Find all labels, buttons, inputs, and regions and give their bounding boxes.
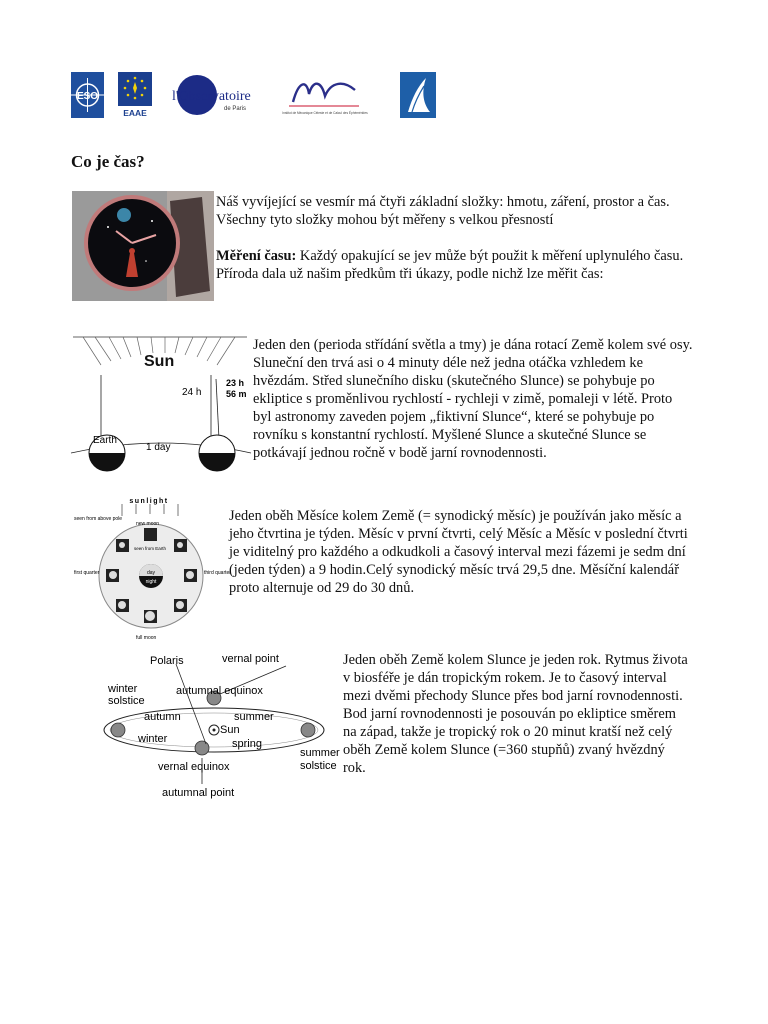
lunar-phase-diagram — [70, 494, 231, 642]
observatoire-logo-subtext: de Paris — [224, 106, 247, 112]
intro-paragraph-2-text: Každý opakující se jev může být použit k měření uplynulého času. Příroda dala už našim předkům tři úkazy, podle nichž lze měřit čas: — [216, 248, 684, 282]
year-vernal-equinox-label: vernal equinox — [158, 761, 230, 773]
watch-photo — [72, 191, 214, 301]
moon-night-label: night — [145, 579, 157, 585]
observatoire-logo-text: l'Observatoire — [172, 89, 251, 104]
year-summer-label: summer — [234, 711, 274, 723]
year-winter-solstice-label-2: solstice — [108, 695, 145, 707]
intro-paragraph-2 — [216, 247, 696, 283]
year-vernal-point-label: vernal point — [222, 653, 279, 665]
day-earth-label: Earth — [93, 435, 117, 446]
moon-seen-above-label: seen from above pole — [74, 516, 123, 522]
year-summer-solstice-label-2: solstice — [300, 760, 337, 772]
moon-newmoon-label: new moon — [136, 521, 160, 527]
year-sun-label: Sun — [220, 724, 240, 736]
year-summer-solstice-label-1: summer — [300, 747, 340, 759]
moon-sunlight-label: sunlight — [129, 498, 169, 505]
day-24h-label: 24 h — [182, 387, 202, 398]
wing-logo — [400, 72, 436, 118]
day-23h-label: 23 h — [226, 378, 245, 388]
moon-first-quarter-label: first quarter — [74, 570, 100, 576]
day-56m-label: 56 m — [226, 389, 247, 399]
eaae-logo-text: EAAE — [123, 108, 147, 118]
day-sun-label: Sun — [144, 353, 175, 370]
moon-seen-earth-label: seen from Earth — [134, 546, 167, 551]
eso-logo — [71, 72, 104, 118]
moon-day-label: day — [146, 570, 156, 576]
year-spring-label: spring — [232, 738, 262, 750]
year-paragraph: Jeden oběh Země kolem Slunce je jeden rok. Rytmus života v biosféře je dán tropickým rokem. Je to časový interval mezi dvěmi přechody Slunce přes bod jarní rovnodennosti. Bod jarní rovnodennosti je posouván po ekliptice směrem na západ, takže je tropický rok o 20 minut kratší než celý oběh Země kolem Slunce (=360 stupňů) zvaný hvězdný rok. — [343, 652, 688, 776]
year-polaris-label: Polaris — [150, 655, 184, 667]
intro-bold-lead: Měření času: — [216, 248, 297, 264]
page-title: Co je čas? — [71, 152, 145, 171]
moon-paragraph: Jeden oběh Měsíce kolem Země (= synodický měsíc) je používán jako měsíc a jeho čtvrtina je týden. Měsíc v první čtvrti, celý Měsíc a Měsíc v poslední čtvrti je viditelný pro každého a odkudkoli a časový interval mezi fázemi je sedm dní (jeden týden) a 9 hodin.Celý synodický měsíc trvá 29,5 dne. Měsíční kalendář proto alternuje od 29 do 30 dnů. — [229, 508, 688, 596]
year-autumnal-equinox-label: autumnal equinox — [176, 685, 263, 697]
day-oneday-label: 1 day — [146, 442, 171, 453]
intro-paragraph-1: Náš vyvíjející se vesmír má čtyři základní složky: hmotu, záření, prostor a čas. Všechny tyto složky mohou být měřeny s velkou přesností — [216, 194, 670, 228]
imcce-logo-subtext: Institut de Mécanique Céleste et de Calcul des Éphémérides — [282, 111, 368, 115]
observatoire-logo — [170, 72, 262, 118]
moon-fullmoon-label: full moon — [136, 635, 157, 641]
year-winter-label: winter — [138, 733, 168, 745]
imcce-logo — [282, 72, 368, 118]
solar-day-diagram — [71, 335, 251, 476]
year-winter-solstice-label-1: winter — [108, 683, 138, 695]
day-paragraph: Jeden den (perioda střídání světla a tmy) je dána rotací Země kolem své osy. Sluneční den trvá asi o 4 minuty déle než jedna otáčka vzhledem ke hvězdám. Střed slunečního disku (skutečného Slunce) se pohybuje po ekliptice s proměnlivou rychlostí - rychleji v zimě, pomaleji v létě. Proto byl astronomy zaveden pojem „fiktivní Slunce“, které se pohybuje po rovníku s konstantní rychlostí. Myšlené Slunce a skutečné Slunce se potkávají jednou ročně v bodě jarní rovnodennosti. — [253, 337, 693, 461]
year-autumnal-point-label: autumnal point — [162, 787, 235, 799]
eso-logo-text: ESO — [76, 91, 99, 102]
eaae-logo — [118, 72, 152, 118]
orbit-year-diagram — [96, 648, 340, 800]
moon-third-quarter-label: third quarter — [204, 570, 231, 576]
year-autumn-label: autumn — [144, 711, 181, 723]
